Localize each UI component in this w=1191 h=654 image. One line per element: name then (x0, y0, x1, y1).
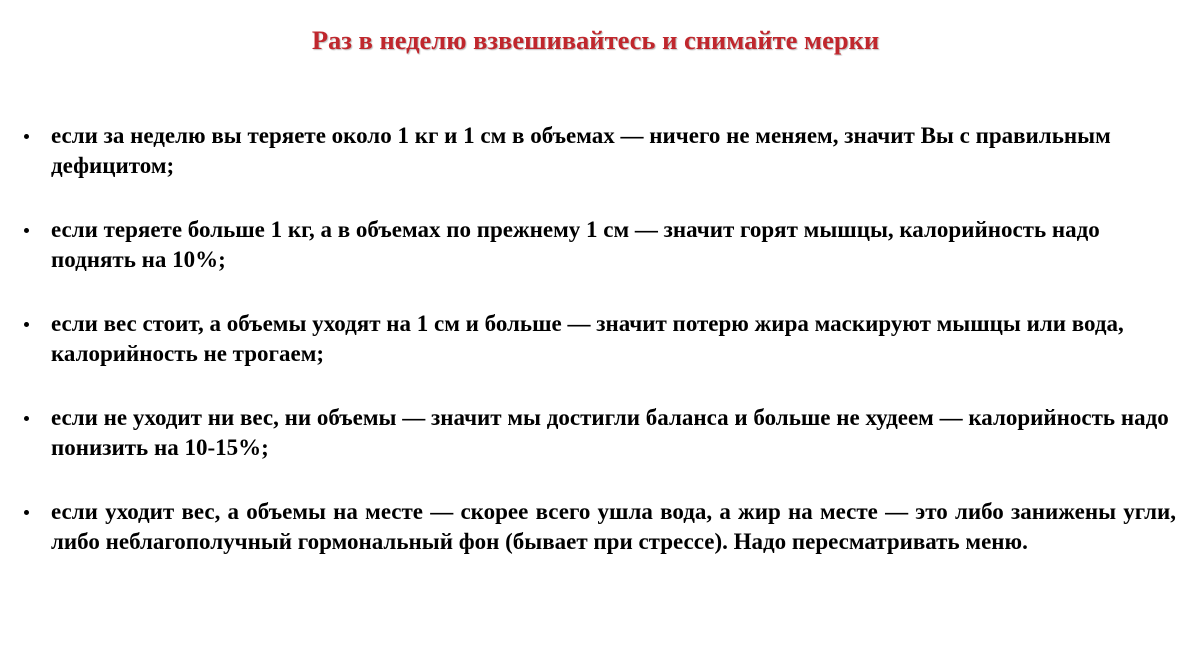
list-item-text: если вес стоит, а объемы уходят на 1 см и больше — значит потерю жира маскируют мышцы или вода, калорийность не трогаем; (51, 311, 1124, 366)
list-item-text: если уходит вес, а объемы на месте — скорее всего ушла вода, а жир на месте — это либо занижены угли, либо неблагополучный гормональный фон (бывает при стрессе). Надо пересматривать меню. (51, 499, 1176, 554)
list-item (24, 497, 1176, 557)
list-item-text: если теряете больше 1 кг, а в объемах по прежнему 1 см — значит горят мышцы, калорийность надо поднять на 10%; (51, 217, 1100, 272)
list-item (24, 121, 1176, 181)
list-item (24, 309, 1176, 369)
list-item-text: если не уходит ни вес, ни объемы — значит мы достигли баланса и больше не худеем — калорийность надо понизить на 10-15%; (51, 405, 1169, 460)
list-item (24, 215, 1176, 275)
page-title: Раз в неделю взвешивайтесь и снимайте мерки (311, 25, 880, 55)
bullet-icon (24, 134, 29, 139)
bullet-icon (24, 510, 29, 515)
bullet-list (24, 121, 1176, 591)
bullet-icon (24, 228, 29, 233)
bullet-icon (24, 416, 29, 421)
list-item (24, 403, 1176, 463)
list-item-text: если за неделю вы теряете около 1 кг и 1 см в объемах — ничего не меняем, значит Вы с правильным дефицитом; (51, 123, 1111, 178)
bullet-icon (24, 322, 29, 327)
